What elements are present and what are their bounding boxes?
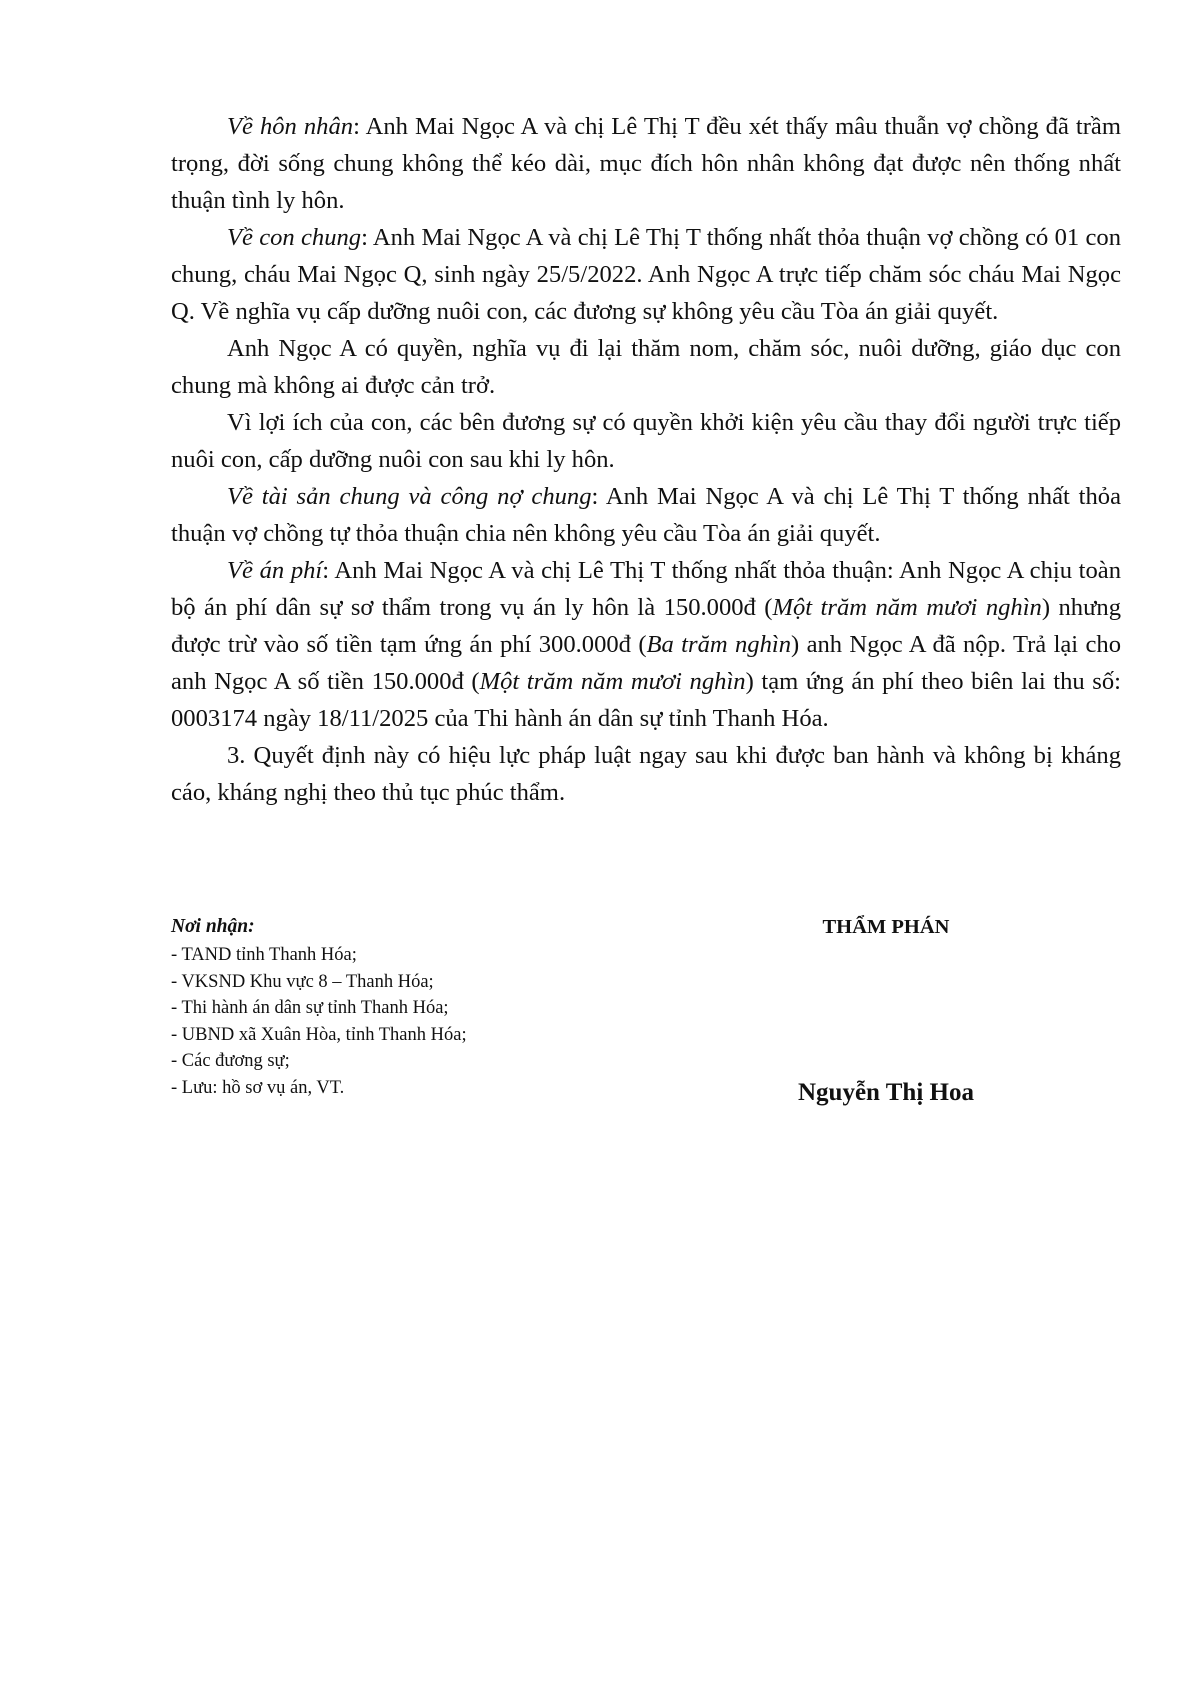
paragraph-child-interest: Vì lợi ích của con, các bên đương sự có quyền khởi kiện yêu cầu thay đổi người trực tiếp nuôi con, cấp dưỡng nuôi con sau khi ly hôn.	[171, 409, 1121, 473]
paragraph-property	[171, 478, 1121, 552]
paragraph-visiting-rights: Anh Ngọc A có quyền, nghĩa vụ đi lại thăm nom, chăm sóc, nuôi dưỡng, giáo dục con chung mà không ai được cản trở.	[171, 335, 1121, 399]
fees-text-4: ) tạm ứng án phí theo biên lai thu số: 0003174 ngày 18/11/2025 của Thi hành án dân sự tỉnh Thanh Hóa.	[171, 668, 1121, 732]
marriage-label: Về hôn nhân	[227, 113, 354, 140]
recipient-item: - Lưu: hồ sơ vụ án, VT.	[171, 1077, 345, 1098]
paragraph-fees	[171, 552, 1121, 737]
fees-label: Về án phí	[227, 557, 323, 584]
fees-text-2: ) nhưng được trừ vào số tiền tạm ứng án phí 300.000đ (	[171, 594, 1121, 658]
recipient-item: - UBND xã Xuân Hòa, tỉnh Thanh Hóa;	[171, 1024, 467, 1045]
paragraph-effect: 3. Quyết định này có hiệu lực pháp luật ngay sau khi được ban hành và không bị kháng cáo, kháng nghị theo thủ tục phúc thẩm.	[171, 742, 1121, 806]
fees-amount-words-2: Ba trăm nghìn	[646, 631, 792, 658]
fees-amount-words-3: Một trăm năm mươi nghìn	[479, 668, 746, 695]
marriage-text: : Anh Mai Ngọc A và chị Lê Thị T đều xét thấy mâu thuẫn vợ chồng đã trầm trọng, đời sống chung không thể kéo dài, mục đích hôn nhân không đạt được nên thống nhất thuận tình ly hôn.	[171, 113, 1121, 214]
recipient-item: - TAND tỉnh Thanh Hóa;	[171, 945, 357, 965]
paragraph-marriage	[171, 108, 1121, 219]
recipients-list	[171, 942, 691, 1101]
recipient-item: - Các đương sự;	[171, 1051, 290, 1071]
children-label: Về con chung	[227, 224, 362, 251]
fees-amount-words-1: Một trăm năm mươi nghìn	[772, 594, 1042, 621]
fees-text-3: ) anh Ngọc A đã nộp. Trả lại cho anh Ngọc A số tiền 150.000đ (	[171, 631, 1122, 695]
fees-text-1: : Anh Mai Ngọc A và chị Lê Thị T thống nhất thỏa thuận: Anh Ngọc A chịu toàn bộ án phí dân sự sơ thẩm trong vụ án ly hôn là 150.000đ (	[171, 557, 1121, 621]
recipients-title: Nơi nhận:	[171, 916, 255, 937]
paragraph-children	[171, 219, 1121, 330]
children-text: : Anh Mai Ngọc A và chị Lê Thị T thống nhất thỏa thuận vợ chồng có 01 con chung, cháu Mai Ngọc Q, sinh ngày 25/5/2022. Anh Ngọc A trực tiếp chăm sóc cháu Mai Ngọc Q. Về nghĩa vụ cấp dưỡng nuôi con, các đương sự không yêu cầu Tòa án giải quyết.	[171, 224, 1121, 325]
property-label: Về tài sản chung và công nợ chung	[227, 483, 592, 510]
decision-body	[171, 108, 1121, 811]
judge-title: THẨM PHÁN	[822, 916, 950, 938]
property-text: : Anh Mai Ngọc A và chị Lê Thị T thống nhất thỏa thuận vợ chồng tự thỏa thuận chia nên không yêu cầu Tòa án giải quyết.	[171, 483, 1121, 547]
recipients-block	[171, 912, 691, 1101]
recipient-item: - Thi hành án dân sự tỉnh Thanh Hóa;	[171, 998, 449, 1018]
judge-name: Nguyễn Thị Hoa	[798, 1079, 974, 1106]
recipient-item: - VKSND Khu vực 8 – Thanh Hóa;	[171, 971, 434, 992]
